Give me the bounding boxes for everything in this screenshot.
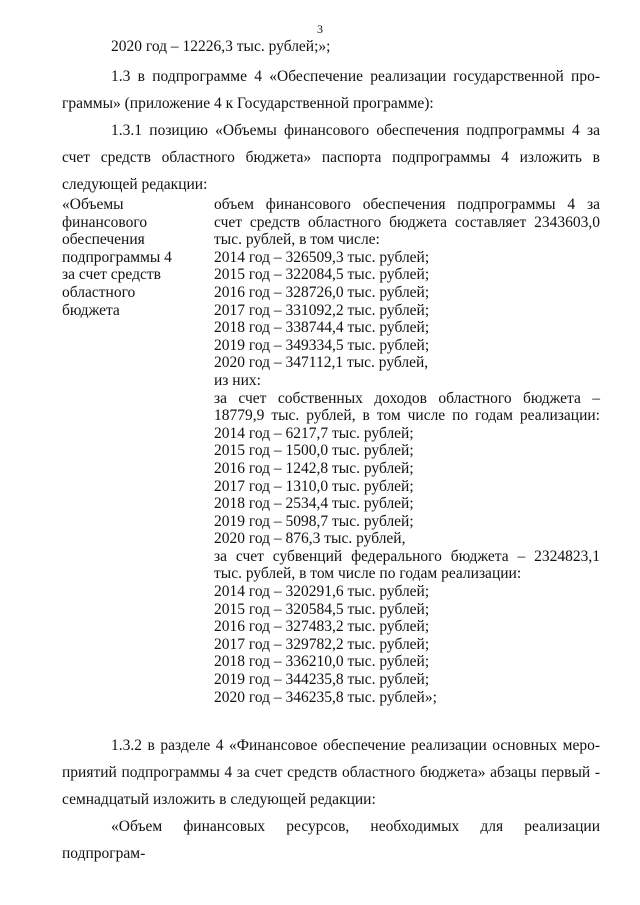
right-line: тыс. рублей, в том числе по годам реализации:: [214, 565, 522, 583]
right-line: 2016 год – 327483,2 тыс. рублей;: [214, 618, 430, 636]
paragraph-1-3-2: 1.3.2 в разделе 4 «Финансовое обеспечение реализации основных мероприятий подпрограммы 4 за счет средств областного бюджета» абзацы первый - семнадцатый изложить в следующей редакции:: [62, 737, 600, 808]
right-line: 2017 год – 329782,2 тыс. рублей;: [214, 635, 430, 653]
right-line: 18779,9 тыс. рублей, в том числе по годам реализации:: [214, 407, 600, 425]
left-line: областного: [62, 283, 136, 301]
right-line: 2014 год – 326509,3 тыс. рублей;: [214, 248, 430, 266]
right-line: 2019 год – 349334,5 тыс. рублей;: [214, 336, 430, 354]
right-line: 2014 год – 320291,6 тыс. рублей;: [214, 583, 430, 601]
left-line: финансового: [62, 213, 148, 231]
left-line: «Объемы: [62, 196, 124, 213]
right-line: 2017 год – 331092,2 тыс. рублей;: [214, 301, 430, 319]
right-line: 2019 год – 344235,8 тыс. рублей;: [214, 671, 430, 689]
left-line: за счет средств: [62, 266, 161, 284]
right-line: за счет субвенций федерального бюджета – 2324823,1: [214, 547, 600, 565]
right-line: объем финансового обеспечения подпрограммы 4 за: [214, 196, 600, 213]
right-line: 2018 год – 2534,4 тыс. рублей;: [214, 495, 414, 513]
right-line: 2015 год – 320584,5 тыс. рублей;: [214, 600, 430, 618]
right-line: 2020 год – 346235,8 тыс. рублей»;: [214, 688, 437, 706]
right-line: 2020 год – 347112,1 тыс. рублей,: [214, 354, 429, 372]
paragraph-1-3-1: 1.3.1 позицию «Объемы финансового обеспечения подпрограммы 4 за счет средств областного бюджета» паспорта подпрограммы 4 изложить в следующей редакции:: [62, 122, 600, 193]
right-line: счет средств областного бюджета составляет 2343603,0: [214, 213, 600, 231]
page-number: 3: [317, 22, 323, 36]
right-line: 2016 год – 328726,0 тыс. рублей;: [214, 283, 430, 301]
left-line: бюджета: [62, 301, 120, 319]
right-line: 2017 год – 1310,0 тыс. рублей;: [214, 477, 414, 495]
right-line: 2015 год – 322084,5 тыс. рублей;: [214, 266, 430, 284]
right-line: 2015 год – 1500,0 тыс. рублей;: [214, 442, 414, 460]
paragraph-continuation: 2020 год – 12226,3 тыс. рублей;»;: [111, 38, 331, 55]
right-line: 2020 год – 876,3 тыс. рублей,: [214, 530, 406, 548]
left-line: подпрограммы 4: [62, 248, 172, 266]
right-line: 2018 год – 336210,0 тыс. рублей;: [214, 653, 430, 671]
table-left-column: [62, 196, 214, 706]
right-line: 2019 год – 5098,7 тыс. рублей;: [214, 512, 414, 530]
left-line: обеспечения: [62, 231, 145, 249]
right-line: из них:: [214, 371, 261, 389]
right-line: 2018 год – 338744,4 тыс. рублей;: [214, 319, 430, 337]
right-line: тыс. рублей, в том числе:: [214, 231, 380, 249]
right-line: 2014 год – 6217,7 тыс. рублей;: [214, 424, 414, 442]
paragraph-1-3: 1.3 в подпрограмме 4 «Обеспечение реализации государственной программы» (приложение 4 к Государственной программе):: [62, 68, 600, 112]
right-line: 2016 год – 1242,8 тыс. рублей;: [214, 459, 414, 477]
right-line: за счет собственных доходов областного бюджета –: [214, 389, 600, 407]
passport-table: [62, 196, 600, 706]
paragraph-last: «Объем финансовых ресурсов, необходимых для реализации подпрограм-: [62, 818, 600, 862]
table-right-column: [214, 196, 600, 706]
